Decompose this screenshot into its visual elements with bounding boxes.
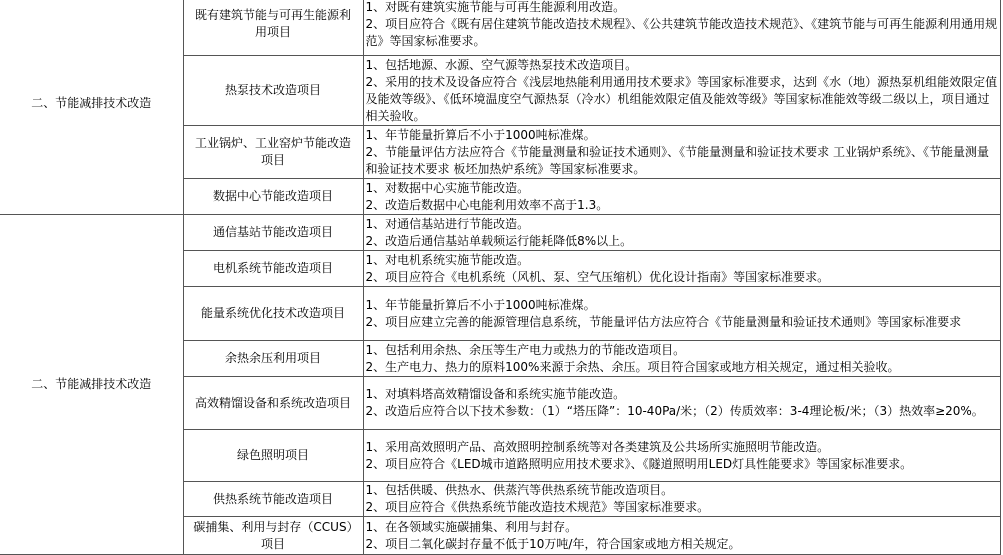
project-name: 余热余压利用项目: [183, 341, 363, 377]
requirement-line: 1、对数据中心实施节能改造。: [365, 180, 530, 195]
requirement-cell: [363, 251, 1000, 287]
requirement-line: 1、年节能量折算后不小于1000吨标准煤。: [365, 297, 596, 312]
category-cell: 二、节能减排技术改造: [0, 215, 183, 555]
requirement-cell: [363, 341, 1000, 377]
requirement-cell: [363, 56, 1000, 126]
requirement-line: 2、改造后应符合以下技术参数：（1）“塔压降”：10-40Pa/米；（2）传质效率：3-4理论板/米；（3）热效率≥20%。: [365, 404, 984, 418]
requirement-line: 2、生产电力、热力的原料100%来源于余热、余压。项目符合国家或地方相关规定，通过相关验收。: [365, 359, 900, 374]
project-name: 供热系统节能改造项目: [183, 482, 363, 517]
requirement-line: 1、对通信基站进行节能改造。: [365, 216, 530, 231]
requirement-line: 2、改造后通信基站单载频运行能耗降低8%以上。: [365, 233, 633, 248]
requirement-line: 1、在各领域实施碳捕集、利用与封存。: [365, 519, 578, 534]
project-name: 电机系统节能改造项目: [183, 251, 363, 287]
project-name: 绿色照明项目: [183, 430, 363, 482]
project-name: 热泵技术改造项目: [183, 56, 363, 126]
requirement-line: 1、对既有建筑实施节能与可再生能源利用改造。: [365, 0, 626, 14]
requirement-line: 2、节能量评估方法应符合《节能量测量和验证技术通则》、《节能量测量和验证技术要求 工业锅炉系统》、《节能量测量和验证技术要求 板坯加热炉系统》等国家标准要求。: [365, 144, 989, 176]
project-name: 既有建筑节能与可再生能源利用项目: [183, 0, 363, 56]
project-name: 碳捕集、利用与封存（CCUS）项目: [183, 517, 363, 555]
table-row: [0, 215, 1000, 251]
requirement-line: 1、包括地源、水源、空气源等热泵技术改造项目。: [365, 57, 638, 72]
table-row: [0, 0, 1000, 56]
requirement-line: 1、采用高效照明产品、高效照明控制系统等对各类建筑及公共场所实施照明节能改造。: [365, 439, 830, 454]
requirement-cell: [363, 430, 1000, 482]
requirement-cell: [363, 517, 1000, 555]
requirement-line: 1、对填料塔高效精馏设备和系统实施节能改造。: [365, 387, 626, 401]
requirement-line: 1、年节能量折算后不小于1000吨标准煤。: [365, 127, 596, 142]
requirement-cell: [363, 215, 1000, 251]
category-cell: 二、节能减排技术改造: [0, 0, 183, 215]
requirement-line: 2、项目应符合《电机系统（风机、泵、空气压缩机）优化设计指南》等国家标准要求。: [365, 269, 830, 284]
project-name: 通信基站节能改造项目: [183, 215, 363, 251]
requirement-line: 2、项目二氧化碳封存量不低于10万吨/年，符合国家或地方相关规定。: [365, 536, 741, 551]
requirement-line: 1、包括利用余热、余压等生产电力或热力的节能改造项目。: [365, 342, 686, 357]
requirement-cell: [363, 287, 1000, 341]
requirement-line: 1、包括供暖、供热水、供蒸汽等供热系统节能改造项目。: [365, 483, 674, 497]
requirement-line: 1、对电机系统实施节能改造。: [365, 252, 530, 267]
requirement-line: 2、项目应符合《既有居住建筑节能改造技术规程》、《公共建筑节能改造技术规范》、《建筑节能与可再生能源利用通用规范》等国家标准要求。: [365, 16, 998, 48]
requirement-line: 2、项目应符合《LED城市道路照明应用技术要求》、《隧道照明用LED灯具性能要求》等国家标准要求。: [365, 456, 913, 471]
requirement-line: 2、改造后数据中心电能利用效率不高于1.3。: [365, 197, 609, 212]
project-name: 工业锅炉、工业窑炉节能改造项目: [183, 126, 363, 179]
requirement-cell: [363, 126, 1000, 179]
requirement-line: 2、项目应符合《供热系统节能改造技术规范》等国家标准要求。: [365, 500, 710, 514]
requirement-line: 2、项目应建立完善的能源管理信息系统，节能量评估方法应符合《节能量测量和验证技术通则》等国家标准要求: [365, 314, 962, 329]
requirement-cell: [363, 377, 1000, 430]
project-name: 能量系统优化技术改造项目: [183, 287, 363, 341]
requirement-line: 2、采用的技术及设备应符合《浅层地热能利用通用技术要求》等国家标准要求，达到《水（地）源热泵机组能效限定值及能效等级》、《低环境温度空气源热泵（冷水）机组能效限定值及能效等级》等国家标准能效等级二级以上，项目通过相关验收。: [365, 74, 998, 123]
requirement-cell: [363, 0, 1000, 56]
project-name: 数据中心节能改造项目: [183, 179, 363, 215]
requirement-cell: [363, 179, 1000, 215]
project-name: 高效精馏设备和系统改造项目: [183, 377, 363, 430]
requirement-cell: [363, 482, 1000, 517]
